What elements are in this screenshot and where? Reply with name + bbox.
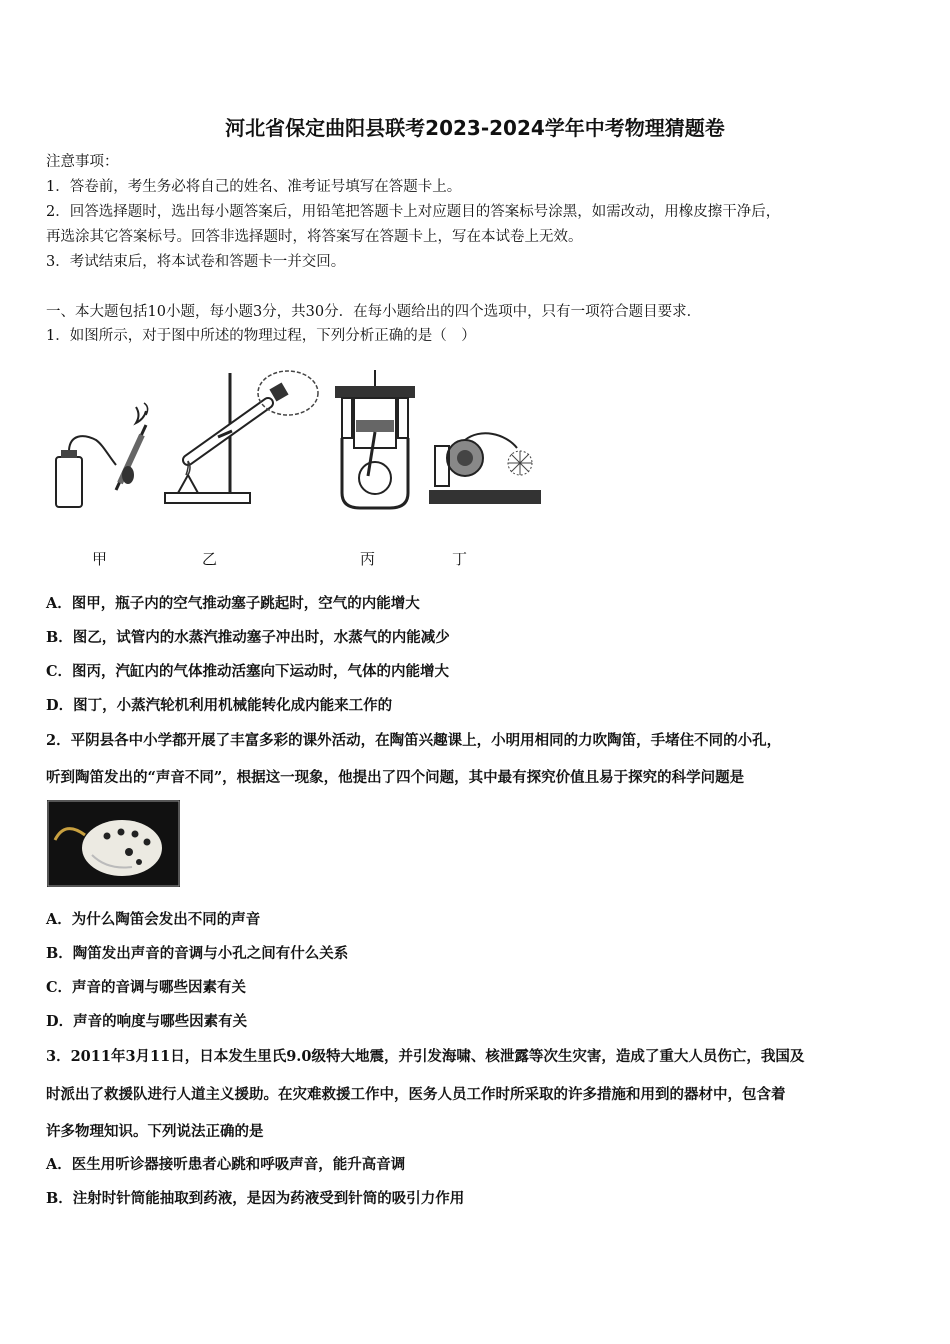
q3-stem-line-2: 时派出了救援队进行人道主义援助。在灾难救援工作中，医务人员工作时所采取的许多措施和用到的器材中，包含着 [46, 1086, 786, 1103]
figure-ding [425, 428, 547, 516]
notice-item-3: 3．考试结束后，将本试卷和答题卡一并交回。 [46, 254, 346, 270]
q2-stem-line-1: 2．平阴县各中小学都开展了丰富多彩的课外活动，在陶笛兴趣课上，小明用相同的力吹陶笛，手堵住不同的小孔， [46, 732, 782, 749]
ocarina-image [47, 800, 180, 887]
q2-option-b: B．陶笛发出声音的音调与小孔之间有什么关系 [46, 945, 349, 962]
page-title: 河北省保定曲阳县联考2023-2024学年中考物理猜题卷 [225, 116, 725, 140]
figure-caption-yi: 乙 [202, 550, 218, 568]
q3-option-a: A．医生用听诊器接听患者心跳和呼吸声音，能升高音调 [46, 1156, 406, 1173]
q2-option-c: C．声音的音调与哪些因素有关 [46, 979, 247, 996]
figure-caption-jia: 甲 [92, 550, 108, 568]
q1-option-d: D．图丁，小蒸汽轮机利用机械能转化成内能来工作的 [46, 697, 393, 714]
q2-stem-line-2: 听到陶笛发出的“声音不同”，根据这一现象，他提出了四个问题，其中最有探究价值且易于探究的科学问题是 [46, 769, 745, 786]
q2-option-a: A．为什么陶笛会发出不同的声音 [46, 911, 261, 928]
figure-bing [330, 368, 420, 513]
q1-option-a: A．图甲，瓶子内的空气推动塞子跳起时，空气的内能增大 [46, 595, 420, 612]
q1-option-c: C．图丙，汽缸内的气体推动活塞向下运动时，气体的内能增大 [46, 663, 450, 680]
figure-yi [160, 365, 325, 510]
notice-item-1: 1．答卷前，考生务必将自己的姓名、准考证号填写在答题卡上。 [46, 179, 462, 195]
notice-item-2-cont: 再选涂其它答案标号。回答非选择题时，将答案写在答题卡上，写在本试卷上无效。 [46, 229, 583, 245]
q2-option-d: D．声音的响度与哪些因素有关 [46, 1013, 248, 1030]
figure-caption-bing: 丙 [360, 550, 376, 568]
q1-stem: 1．如图所示，对于图中所述的物理过程，下列分析正确的是（ ） [46, 328, 476, 344]
notice-item-2: 2．回答选择题时，选出每小题答案后，用铅笔把答题卡上对应题目的答案标号涂黑，如需改动，用橡皮擦干净后， [46, 204, 781, 220]
figure-caption-ding: 丁 [452, 550, 468, 568]
notice-heading: 注意事项： [46, 154, 119, 170]
q3-stem-line-1: 3．2011年3月11日，日本发生里氏9.0级特大地震，并引发海啸、核泄露等次生灾害，造成了重大人员伤亡，我国及 [46, 1048, 805, 1065]
q3-option-b: B．注射时针筒能抽取到药液，是因为药液受到针筒的吸引力作用 [46, 1190, 465, 1207]
q3-stem-line-3: 许多物理知识。下列说法正确的是 [46, 1123, 264, 1140]
figure-jia [48, 395, 163, 513]
q1-option-b: B．图乙，试管内的水蒸汽推动塞子冲出时，水蒸气的内能减少 [46, 629, 450, 646]
section-heading: 一、本大题包括10小题，每小题3分，共30分．在每小题给出的四个选项中，只有一项符合题目要求． [46, 304, 702, 320]
